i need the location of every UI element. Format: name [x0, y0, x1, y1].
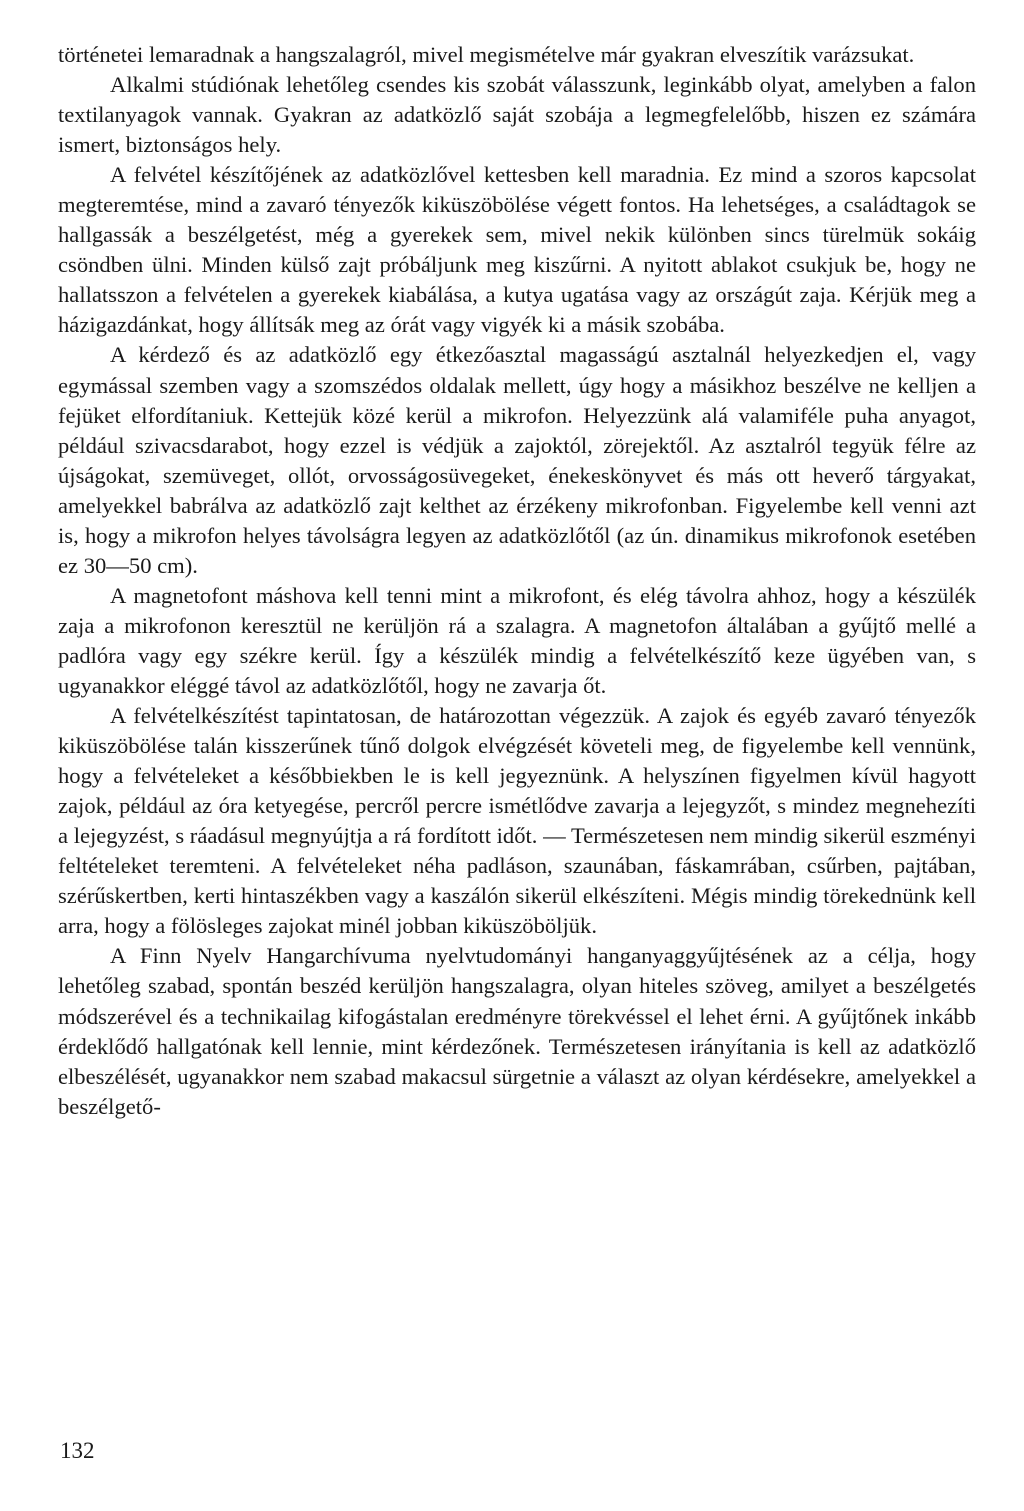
paragraph-studio: Alkalmi stúdiónak lehetőleg csendes kis szobát válasszunk, leginkább olyat, amelyben a falon textilanyagok vannak. Gyakran az adatközlő saját szobája a legmegfelelőbb, hiszen ez számára ismert, biztonságos hely. [58, 72, 976, 158]
page-number: 132 [60, 1438, 95, 1463]
paragraph-table-setup: A kérdező és az adatközlő egy étkezőasztal magasságú asztalnál helyezkedjen el, vagy egymással szemben vagy a szomszédos oldalak mellett, úgy hogy a másikhoz beszélve ne kelljen a fejüket elfordítaniuk. Kettejük közé kerül a mikrofon. Helyezzünk alá valamiféle puha anyagot, például szivacsdarabot, hogy ezzel is védjük a zajoktól, zörejektől. Az asztalról tegyük félre az újságokat, szemüveget, ollót, orvosságosüvegeket, énekeskönyvet és más ott heverő tárgyakat, amelyekkel babrálva az adatközlő zajt kelthet az érzékeny mikrofonban. Figyelembe kell venni azt is, hogy a mikrofon helyes távolságra legyen az adatközlőtől (az ún. dinamikus mikrofonok esetében ez 30—50 cm). [58, 342, 976, 578]
paragraph-recording-conduct: A felvételkészítést tapintatosan, de határozottan végezzük. A zajok és egyéb zavaró tényezők kiküszöbölése talán kisszerűnek tűnő dolgok elvégzését követeli meg, de figyelembe kell vennünk, hogy a felvételeket a későbbiekben le is kell jegyeznünk. A helyszínen figyelmen kívül hagyott zajok, például az óra ketyegése, percről percre ismétlődve zavarja a lejegyzőt, s mindez megnehezíti a lejegyzést, s ráadásul megnyújtja a rá fordított időt. — Természetesen nem mindig sikerül eszményi feltételeket teremteni. A felvételeket néha padláson, szaunában, fáskamrában, csűrben, pajtában, szérűskertben, kerti hintaszékben vagy a kaszálón sikerül elkészíteni. Mégis mindig törekednünk kell arra, hogy a fölösleges zajokat minél jobban kiküszöböljük. [58, 703, 976, 939]
paragraph-sound-archive: A Finn Nyelv Hangarchívuma nyelvtudományi hanganyaggyűjtésének az a célja, hogy lehetőleg szabad, spontán beszéd kerüljön hangszalagra, olyan hiteles szöveg, amilyet a beszélgetés módszerével és a technikailag kifogástalan eredményre törekvéssel el lehet érni. A gyűjtőnek inkább érdeklődő hallgatónak kell lennie, mint kérdezőnek. Természetesen irányítania is kell az adatközlő elbeszélését, ugyanakkor nem szabad makacsul sürgetnie a választ az olyan kérdésekre, amelyekkel a beszélgető- [58, 943, 976, 1119]
paragraph-alone: A felvétel készítőjének az adatközlővel kettesben kell maradnia. Ez mind a szoros kapcsolat megteremtése, mind a zavaró tényezők kiküszöbölése végett fontos. Ha lehetséges, a családtagok se hallgassák a beszélgetést, még a gyerekek sem, mivel nekik különben sincs türelmük sokáig csöndben ülni. Minden külső zajt próbáljunk meg kiszűrni. A nyitott ablakot csukjuk be, hogy ne hallatsszon a felvételen a gyerekek kiabálása, a kutya ugatása vagy az országút zaja. Kérjük meg a házigazdánkat, hogy állítsák meg az órát vagy vigyék ki a másik szobába. [58, 162, 976, 338]
paragraph-tape-recorder: A magnetofont máshova kell tenni mint a mikrofont, és elég távolra ahhoz, hogy a készülék zaja a mikrofonon keresztül ne kerüljön rá a szalagra. A magnetofon általában a gyűjtő mellé a padlóra vagy egy székre kerül. Így a készülék mindig a felvételkészítő keze ügyében van, s ugyanakkor eléggé távol az adatközlőtől, hogy ne zavarja őt. [58, 582, 976, 698]
page-body [58, 40, 976, 1122]
paragraph-continued: történetei lemaradnak a hangszalagról, mivel megismételve már gyakran elveszítik varázsukat. [58, 42, 915, 67]
